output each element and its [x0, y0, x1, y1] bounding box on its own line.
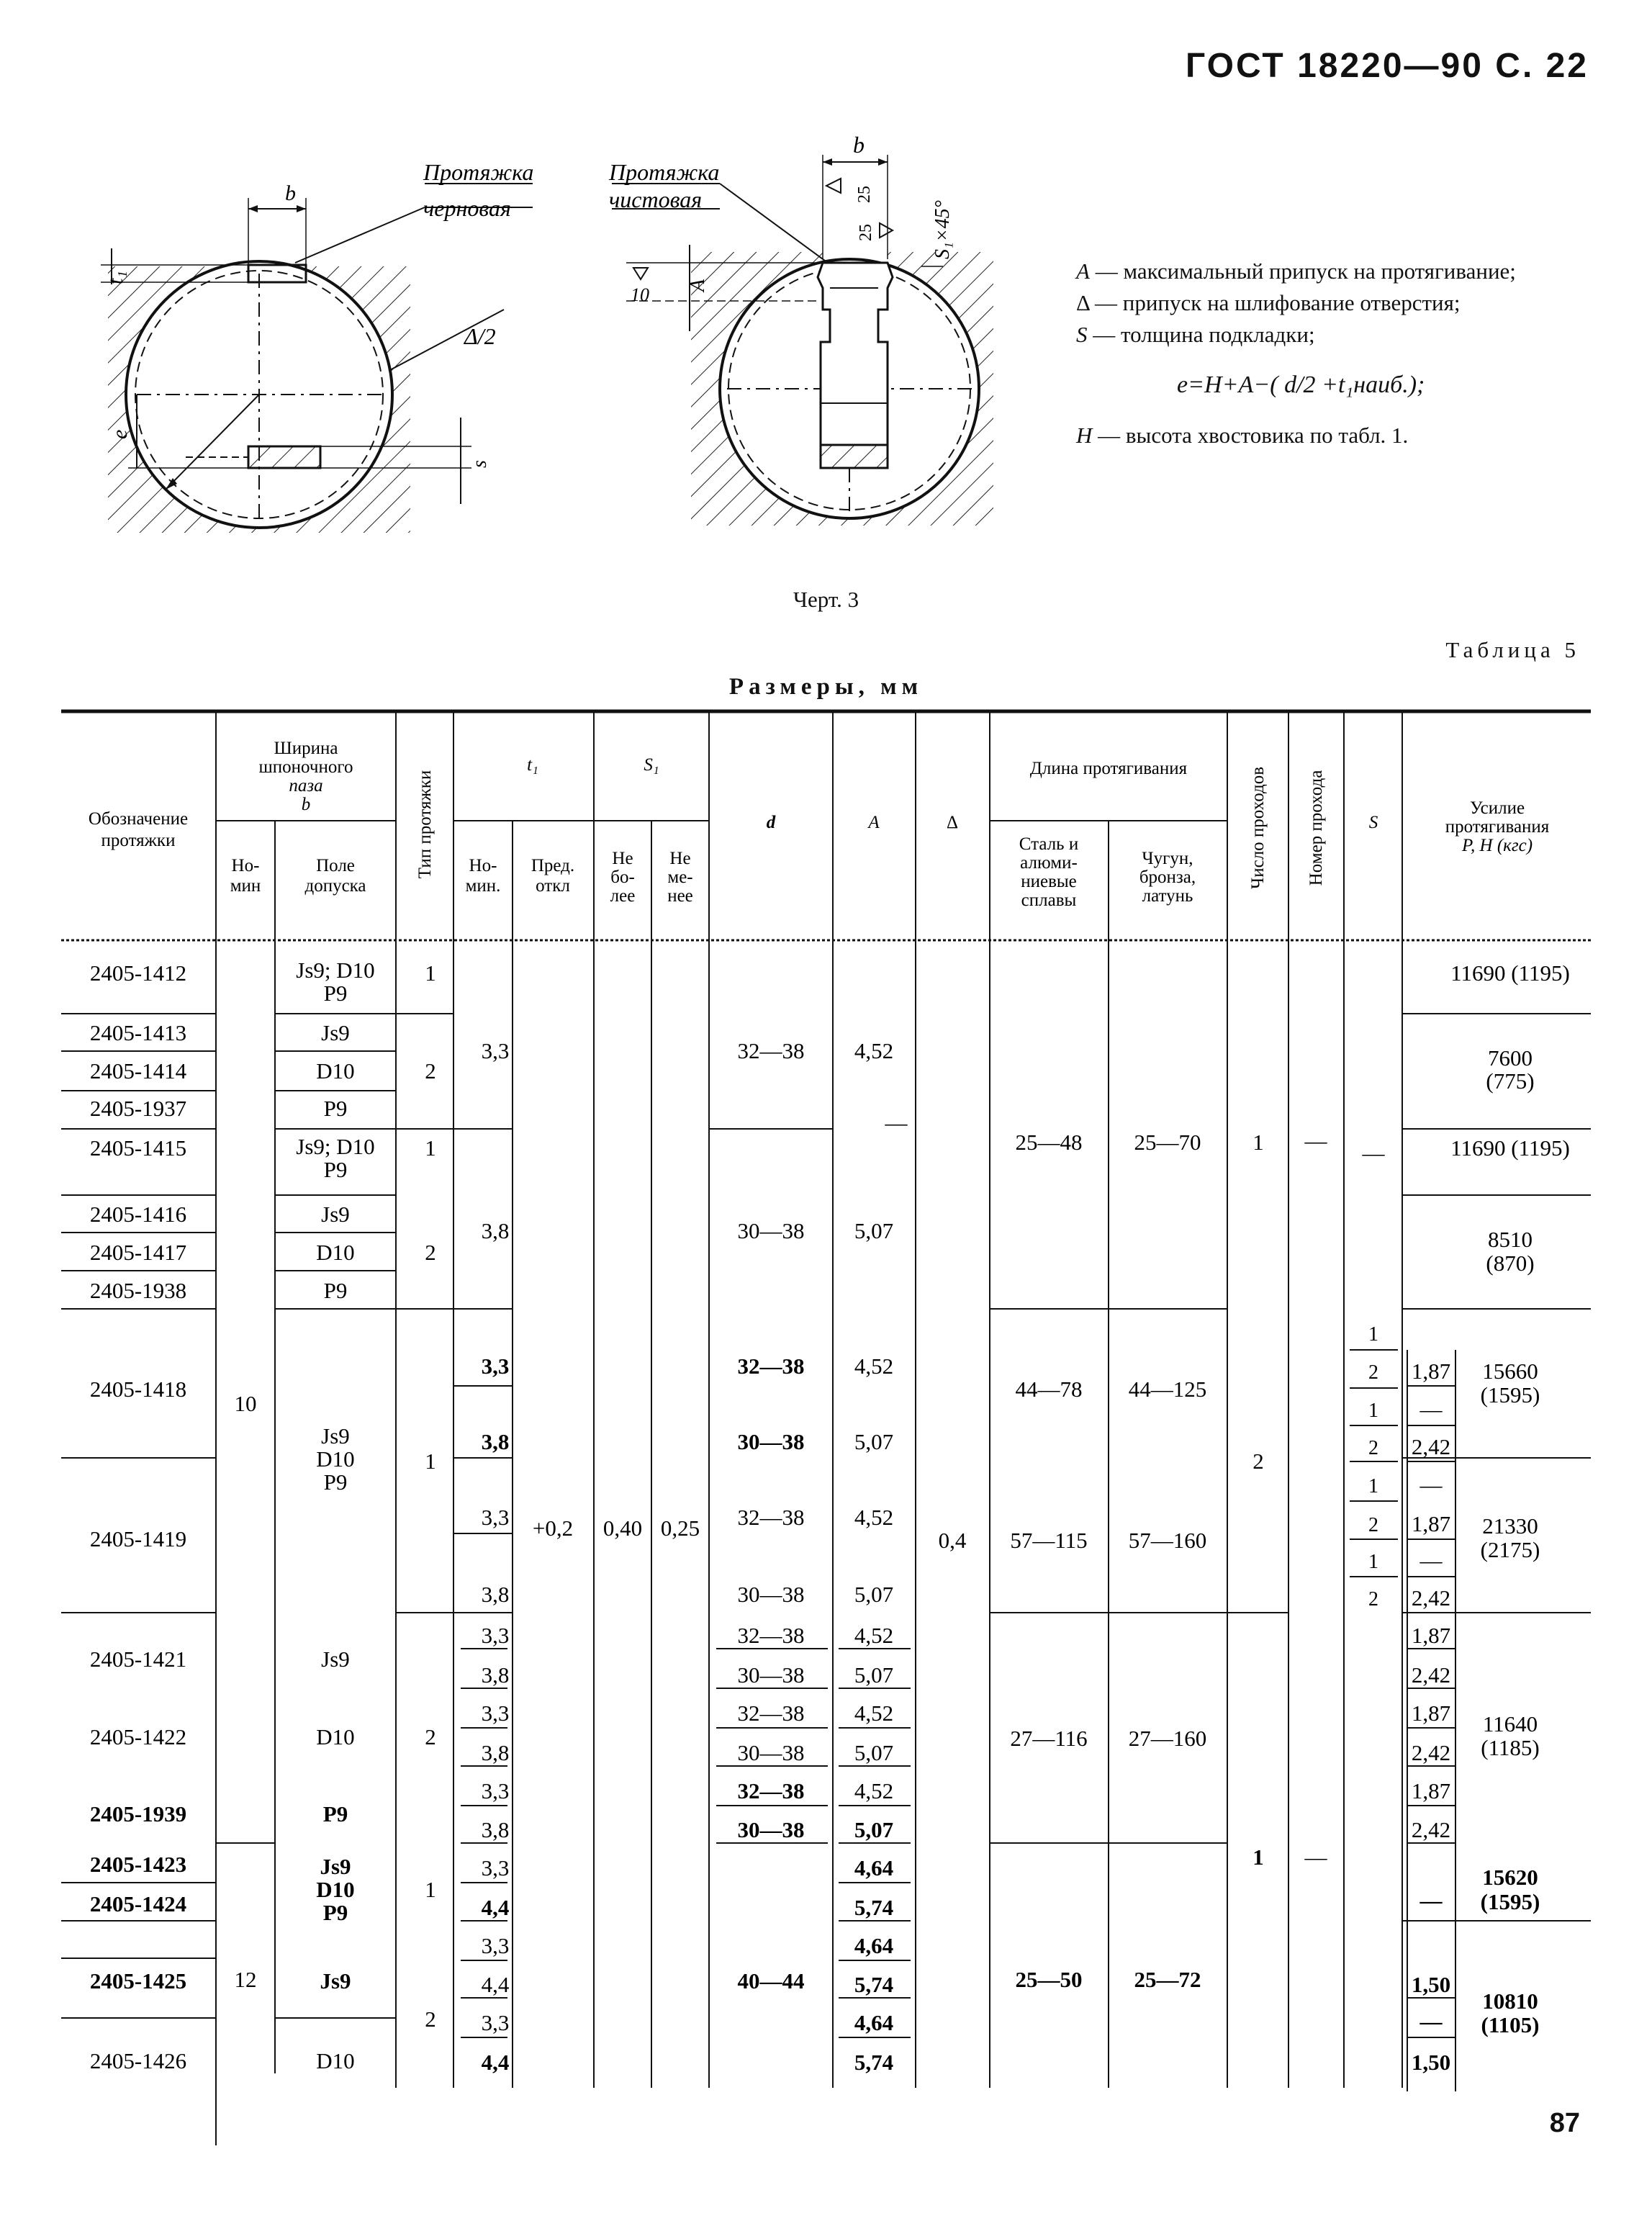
cell: —	[1304, 1844, 1327, 1870]
cell: (1595)	[1480, 1889, 1540, 1914]
cell: 1	[1368, 1323, 1378, 1346]
cell: —	[1362, 1140, 1385, 1166]
cell: D10	[316, 1240, 355, 1265]
hdr-force-3: P, Н (кгс)	[1461, 836, 1533, 855]
cell: 44—78	[1015, 1377, 1083, 1402]
roughness-25-a: 25	[855, 186, 874, 203]
hdr-steel: Сталь и	[1019, 834, 1079, 854]
page-number: 87	[1549, 2108, 1580, 2138]
cell: D10	[316, 1058, 355, 1084]
cell: 2405-1412	[89, 960, 187, 986]
cell: 2405-1416	[89, 1202, 187, 1227]
table-units: Размеры, мм	[728, 674, 924, 700]
cell: 30—38	[737, 1218, 805, 1243]
cell: 2,42	[1411, 1434, 1451, 1459]
cell: 4,4	[481, 2050, 510, 2075]
cell: 30—38	[737, 1817, 805, 1842]
cell: 11640	[1482, 1711, 1538, 1736]
cell-s1-min: 0,25	[660, 1515, 700, 1541]
cell: 1,87	[1411, 1778, 1451, 1803]
cell: 15620	[1482, 1865, 1538, 1890]
cell: 3,8	[481, 1429, 510, 1454]
cell: (775)	[1486, 1068, 1535, 1094]
cell: 3,3	[481, 1623, 510, 1648]
cell: 4,4	[481, 1895, 510, 1920]
cell: Js9	[320, 1968, 351, 1994]
cell: 5,74	[854, 2050, 894, 2075]
cell: (1185)	[1481, 1735, 1540, 1760]
cell: 2	[425, 1058, 436, 1084]
cell: Js9	[321, 1646, 350, 1672]
hdr-tolerance-2: допуска	[304, 876, 366, 896]
cell: D10	[316, 1446, 355, 1472]
cell: 5,74	[854, 1895, 894, 1920]
cell: 15660	[1482, 1359, 1538, 1384]
cell-passes-2: 2	[1252, 1449, 1264, 1474]
cell: 1	[1368, 1551, 1378, 1573]
hdr-s1-max: Не	[612, 849, 633, 868]
col-t1	[482, 1038, 510, 2075]
hdr-keyway: Ширина	[274, 739, 338, 758]
cell: 3,3	[481, 1855, 510, 1880]
dim-10: 10	[631, 284, 649, 305]
hdr-keyway-3: паза	[289, 776, 323, 796]
label-rough-2: черновая	[423, 195, 511, 221]
cell: Js9; D10	[296, 1134, 375, 1159]
cell: 2	[1368, 1437, 1378, 1459]
cell: D10	[316, 2048, 355, 2073]
hdr-type: Тип протяжки	[415, 770, 435, 879]
cell: 32—38	[737, 1038, 805, 1063]
cell: 5,07	[854, 1662, 894, 1688]
cell: 1	[1368, 1475, 1378, 1497]
dim-b-left: b	[285, 181, 296, 205]
cell: 2405-1421	[89, 1646, 187, 1672]
cell-t1-dev: +0,2	[532, 1515, 574, 1541]
cell: P9	[322, 1801, 348, 1826]
cell: P9	[323, 981, 348, 1006]
cell: 2405-1419	[89, 1526, 187, 1551]
cell: 2,42	[1411, 1585, 1451, 1610]
hdr-iron: Чугун,	[1142, 849, 1193, 868]
hdr-s1-min: Не	[669, 849, 691, 868]
col-pass-no	[1304, 1128, 1379, 1870]
hdr-nomin: Но-	[231, 856, 260, 875]
cell: 3,8	[481, 1662, 510, 1688]
cell: 1	[425, 1135, 436, 1161]
cell: 4,4	[481, 1972, 510, 1997]
cell: D10	[316, 1724, 355, 1749]
hdr-t1: t₁	[527, 755, 538, 775]
cell-b-10: 10	[234, 1391, 257, 1416]
hdr-t1-nom-2: мин.	[465, 876, 501, 896]
cell: —	[1419, 1548, 1443, 1573]
hdr-steel-2: алюми-	[1020, 853, 1078, 873]
cell: Js9	[321, 1020, 350, 1045]
cell: 4,52	[854, 1505, 894, 1530]
label-rough-1: Протяжка	[423, 159, 534, 185]
cell: (1595)	[1480, 1382, 1540, 1407]
col-tolerance	[296, 958, 374, 2073]
cell-s1-max: 0,40	[602, 1515, 643, 1541]
cell: (870)	[1486, 1251, 1535, 1276]
cell: 5,07	[854, 1429, 894, 1454]
cell: 2405-1418	[89, 1377, 187, 1402]
cell: 32—38	[737, 1700, 805, 1726]
hdr-iron-2: бронза,	[1139, 868, 1196, 887]
hdr-t1-dev-2: откл	[536, 876, 570, 896]
cell: 1,87	[1411, 1700, 1451, 1726]
cell: 25—50	[1015, 1967, 1083, 1992]
cell: 5,07	[854, 1218, 894, 1243]
table-body	[90, 958, 1570, 2075]
cell: 2	[425, 1724, 436, 1749]
dim-chamfer: S₁×45°	[931, 200, 954, 259]
page-header: ГОСТ 18220—90 С. 22	[1186, 47, 1589, 85]
cell: 7600	[1488, 1045, 1533, 1071]
cell: —	[885, 1110, 908, 1135]
cell: 3,3	[481, 1700, 510, 1726]
cell: 2	[425, 1240, 436, 1265]
table-header	[89, 739, 1550, 910]
cell: —	[1419, 1472, 1443, 1497]
cell-delta: 0,4	[938, 1528, 967, 1553]
cell: 27—160	[1128, 1726, 1207, 1751]
cell: 2405-1937	[89, 1096, 187, 1121]
cell: 11690 (1195)	[1450, 960, 1570, 986]
hdr-s1-min-2: ме-	[667, 868, 693, 887]
cell: 40—44	[737, 1968, 805, 1994]
cell: 30—38	[737, 1740, 805, 1765]
hdr-keyway-4: b	[301, 795, 311, 814]
cell: D10	[316, 1877, 355, 1902]
cell: 25—48	[1015, 1130, 1083, 1155]
dim-b-right: b	[853, 132, 865, 158]
cell: Js9	[321, 1202, 350, 1227]
dim-t1: t₁	[104, 271, 127, 284]
dim-A: A	[687, 279, 709, 292]
cell: 2	[1368, 1514, 1378, 1536]
cell: 2	[425, 2006, 436, 2032]
cell: 3,8	[481, 1218, 510, 1243]
table-title: Таблица 5	[1445, 637, 1580, 662]
cell: P9	[323, 1096, 348, 1121]
cell: 1,87	[1411, 1623, 1451, 1648]
cell: 57—115	[1010, 1528, 1088, 1553]
cell: 2405-1414	[89, 1058, 187, 1084]
cell: 2405-1417	[89, 1240, 187, 1265]
cell: 2405-1425	[89, 1968, 187, 1994]
col-type	[425, 960, 436, 2032]
legend-A: A — максимальный припуск на протягивание;	[1076, 258, 1516, 284]
hdr-s1-max-2: бо-	[610, 868, 635, 887]
cell: 8510	[1488, 1227, 1533, 1252]
cell: 5,07	[854, 1817, 894, 1842]
figure-caption: Черт. 3	[793, 587, 859, 612]
cell: 3,3	[481, 1353, 510, 1379]
cell: 4,52	[854, 1700, 894, 1726]
cell: 3,3	[481, 1038, 510, 1063]
hdr-t1-nom: Но-	[469, 856, 497, 875]
cell: 3,3	[481, 2010, 510, 2035]
cell-passes-3: 1	[1252, 1844, 1264, 1870]
cell: Js9	[321, 1423, 350, 1449]
cell: 2405-1426	[89, 2048, 187, 2073]
hdr-passes: Число проходов	[1248, 766, 1268, 890]
hdr-steel-3: ниевые	[1021, 872, 1077, 891]
cell: 4,52	[854, 1353, 894, 1379]
cell: 44—125	[1128, 1377, 1207, 1402]
cell: 57—160	[1128, 1528, 1207, 1553]
cell: 4,52	[854, 1778, 894, 1803]
label-finish-1: Протяжка	[609, 159, 720, 185]
hdr-nomin-2: мин	[230, 876, 261, 896]
cell: 3,3	[481, 1505, 510, 1530]
cell: P9	[322, 1900, 348, 1925]
hdr-designation-2: протяжки	[101, 831, 176, 850]
hdr-s1-max-3: лее	[610, 886, 636, 906]
dim-s: s	[469, 460, 491, 468]
cell: 3,8	[481, 1582, 510, 1607]
hdr-S: S	[1368, 813, 1378, 832]
hdr-tolerance: Поле	[316, 856, 355, 875]
legend-delta: Δ — припуск на шлифование отверстия;	[1076, 290, 1461, 315]
col-designation	[90, 960, 187, 2073]
cell: 30—38	[737, 1582, 805, 1607]
cell: P9	[323, 1278, 348, 1303]
cell: Js9; D10	[296, 958, 375, 983]
cell: 32—38	[737, 1778, 805, 1803]
cell: —	[1304, 1128, 1327, 1153]
cell: 2405-1415	[89, 1135, 187, 1161]
cell: 25—70	[1134, 1130, 1201, 1155]
cell: 4,64	[854, 1855, 894, 1880]
hdr-d: d	[766, 813, 776, 832]
cell: 3,8	[481, 1740, 510, 1765]
cell: 5,74	[854, 1972, 894, 1997]
legend-formula: e=H+A−( d/2 +t₁наиб.);	[1177, 371, 1425, 398]
cell: —	[1419, 1397, 1443, 1422]
col-force	[1450, 960, 1570, 2037]
cell: 21330	[1482, 1513, 1538, 1539]
hdr-s1: S₁	[644, 755, 659, 775]
cell: 2405-1939	[89, 1801, 187, 1826]
hdr-A: A	[868, 813, 880, 832]
col-d	[738, 1038, 805, 1994]
hdr-pass-no: Номер прохода	[1306, 770, 1326, 886]
cell: 4,52	[854, 1623, 894, 1648]
cell: 27—116	[1010, 1726, 1088, 1751]
cell: 3,8	[481, 1817, 510, 1842]
cell: 1	[425, 1877, 436, 1902]
cell: 2	[1368, 1361, 1378, 1384]
cell: 30—38	[737, 1662, 805, 1688]
cell: 5,07	[854, 1582, 894, 1607]
cell: 11690 (1195)	[1450, 1135, 1570, 1161]
cell: 4,64	[854, 2010, 894, 2035]
cell: 30—38	[737, 1429, 805, 1454]
cell: 2405-1938	[89, 1278, 187, 1303]
cell: 2405-1423	[89, 1852, 187, 1877]
cell: P9	[323, 1469, 348, 1495]
cell: 1,50	[1411, 1972, 1451, 1997]
hdr-iron-3: латунь	[1142, 886, 1193, 906]
cell: (2175)	[1480, 1537, 1540, 1562]
cell: 1,50	[1411, 2050, 1451, 2075]
cell: 1	[425, 1449, 436, 1474]
hdr-length: Длина протягивания	[1029, 759, 1188, 778]
cell: 3,3	[481, 1778, 510, 1803]
hdr-delta: Δ	[946, 813, 959, 832]
col-A	[854, 1038, 908, 2075]
cell: 2405-1413	[89, 1020, 187, 1045]
cell: 3,3	[481, 1933, 510, 1958]
cell: 4,52	[854, 1038, 894, 1063]
cell: P9	[323, 1157, 348, 1182]
label-finish-2: чистовая	[609, 186, 703, 212]
hdr-t1-dev: Пред.	[531, 856, 575, 875]
hdr-keyway-2: шпоночного	[258, 757, 353, 777]
legend-H: H — высота хвостовика по табл. 1.	[1076, 423, 1409, 448]
hdr-designation: Обозначение	[88, 809, 189, 829]
hdr-force-2: протягивания	[1445, 817, 1550, 837]
cell: 2,42	[1411, 1817, 1451, 1842]
cell: —	[1419, 1888, 1443, 1913]
cell: 1	[425, 960, 436, 986]
cell: 2405-1422	[89, 1724, 187, 1749]
hdr-force: Усилие	[1469, 798, 1525, 818]
roughness-25-b: 25	[857, 224, 875, 241]
cell-passes-1: 1	[1252, 1130, 1264, 1155]
cell: 4,64	[854, 1933, 894, 1958]
cell: Js9	[320, 1854, 351, 1879]
dim-half-delta: Δ/2	[464, 323, 496, 349]
cell: 1,87	[1411, 1359, 1451, 1384]
cell: 2,42	[1411, 1740, 1451, 1765]
dim-e: e	[108, 429, 132, 439]
cell: —	[1419, 2009, 1443, 2034]
hdr-steel-4: сплавы	[1021, 891, 1077, 910]
legend-S: S — толщина подкладки;	[1076, 322, 1315, 347]
cell-b-12: 12	[234, 1967, 257, 1992]
cell: 2,42	[1411, 1662, 1451, 1688]
cell: 1	[1368, 1400, 1378, 1422]
cell: 32—38	[737, 1505, 805, 1530]
cell: 2405-1424	[89, 1891, 187, 1916]
cell: 32—38	[737, 1353, 805, 1379]
cell: 2	[1368, 1588, 1378, 1610]
cell: 32—38	[737, 1623, 805, 1648]
hdr-s1-min-3: нее	[667, 886, 693, 906]
cell: 10810	[1482, 1988, 1538, 2014]
cell: 5,07	[854, 1740, 894, 1765]
cell: 25—72	[1134, 1967, 1201, 1992]
cell: (1105)	[1481, 2012, 1540, 2037]
cell: 1,87	[1411, 1511, 1451, 1536]
